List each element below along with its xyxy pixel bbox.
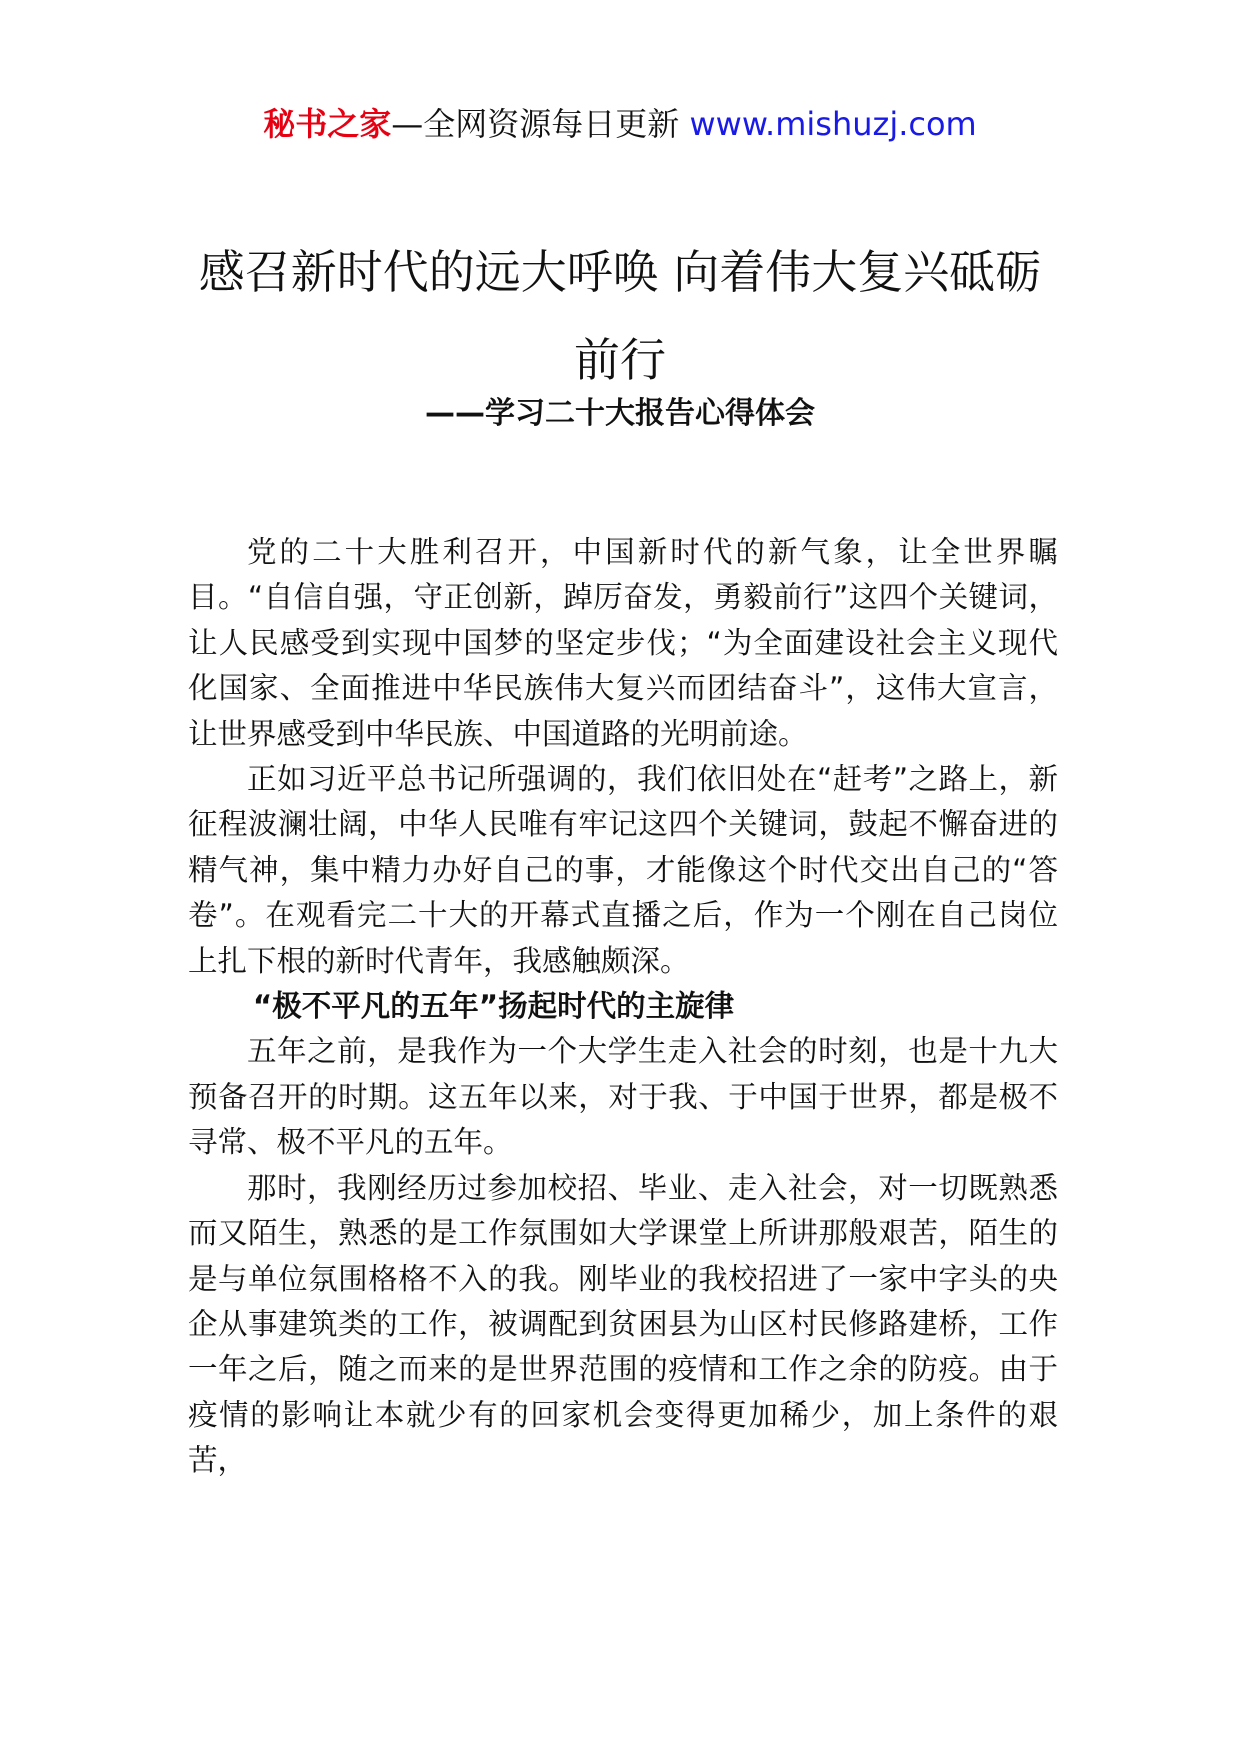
section-heading-1: “极不平凡的五年”扬起时代的主旋律 bbox=[252, 989, 735, 1024]
site-header bbox=[0, 100, 1240, 148]
document-subtitle: ——学习二十大报告心得体会 bbox=[425, 396, 815, 431]
title-line-2: 前行 bbox=[574, 333, 666, 387]
paragraph-1: 党的二十大胜利召开，中国新时代的新气象，让全世界瞩目。“自信自强，守正创新，踔厉奋发，勇毅前行”这四个关键词，让人民感受到实现中国梦的坚定步伐；“为全面建设社会主义现代化国家、全面推进中华民族伟大复兴而团结奋斗”，这伟大宣言，让世界感受到中华民族、中国道路的光明前途。 bbox=[188, 535, 1058, 751]
title-line-1: 感召新时代的远大呼唤 向着伟大复兴砥砺 bbox=[198, 245, 1042, 299]
document-title bbox=[0, 228, 1240, 404]
header-slogan: —全网资源每日更新 bbox=[391, 105, 680, 143]
site-url-link[interactable]: www.mishuzj.com bbox=[689, 105, 977, 143]
paragraph-3: 五年之前，是我作为一个大学生走入社会的时刻，也是十九大预备召开的时期。这五年以来，对于我、于中国于世界，都是极不寻常、极不平凡的五年。 bbox=[188, 1034, 1058, 1160]
paragraph-4: 那时，我刚经历过参加校招、毕业、走入社会，对一切既熟悉而又陌生，熟悉的是工作氛围如大学课堂上所讲那般艰苦，陌生的是与单位氛围格格不入的我。刚毕业的我校招进了一家中字头的央企从事建筑类的工作，被调配到贫困县为山区村民修路建桥，工作一年之后，随之而来的是世界范围的疫情和工作之余的防疫。由于疫情的影响让本就少有的回家机会变得更加稀少，加上条件的艰苦， bbox=[188, 1170, 1058, 1478]
paragraph-2: 正如习近平总书记所强调的，我们依旧处在“赶考”之路上，新征程波澜壮阔，中华人民唯有牢记这四个关键词，鼓起不懈奋进的精气神，集中精力办好自己的事，才能像这个时代交出自己的“答卷”。在观看完二十大的开幕式直播之后，作为一个刚在自己岗位上扎下根的新时代青年，我感触颇深。 bbox=[188, 762, 1058, 978]
document-body bbox=[188, 530, 1058, 1484]
brand-name: 秘书之家 bbox=[263, 105, 392, 143]
